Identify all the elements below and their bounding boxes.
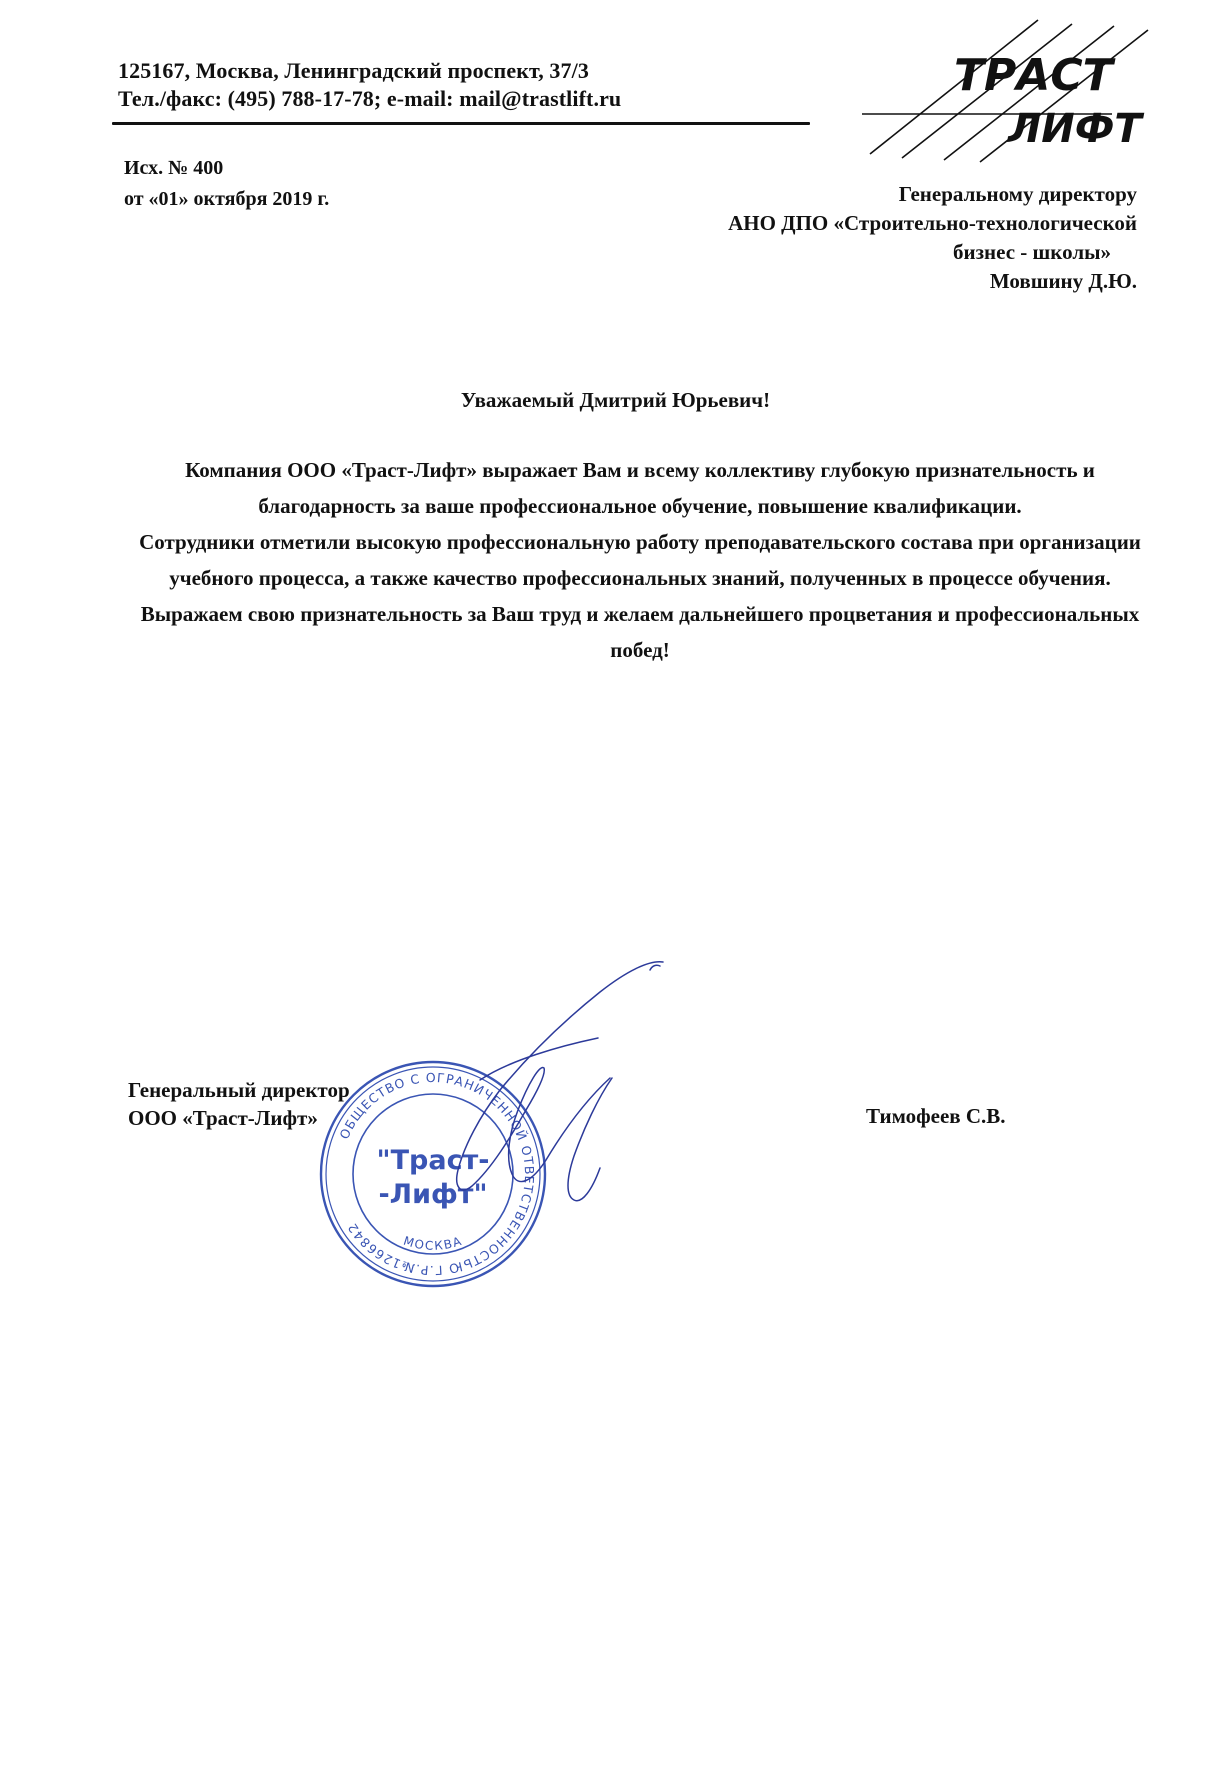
- addressee-name: Мовшину Д.Ю.: [989, 269, 1137, 293]
- stamp-city-path: МОСКВА: [401, 1233, 465, 1253]
- letterhead-divider: [112, 122, 810, 125]
- outgoing-reference: [124, 153, 329, 215]
- outgoing-number: Исх. № 400: [124, 157, 224, 179]
- logo-text-lift: ЛИФТ: [1008, 106, 1142, 152]
- addressee-block: [728, 180, 1137, 296]
- letter-paragraph: Выражаем свою признательность за Ваш труд и желаем дальнейшего процветания и профессиональных побед!: [140, 602, 1140, 662]
- outgoing-date: от «01» октября 2019 г.: [124, 188, 330, 210]
- signatory-company: ООО «Траст-Лифт»: [128, 1106, 318, 1130]
- letterhead-address: 125167, Москва, Ленинградский проспект, 37/3: [118, 58, 589, 83]
- addressee-organization: АНО ДПО «Строительно-технологической: [728, 211, 1137, 235]
- trast-lift-logo: [862, 18, 1152, 166]
- letterhead-contacts: Тел./факс: (495) 788-17-78; e-mail: mail@trastlift.ru: [118, 86, 622, 111]
- stamp-ring-path: ОБЩЕСТВО С ОГРАНИЧЕННОЙ ОТВЕТСТВЕННОСТЬЮ Г.Р.№1266842: [336, 1069, 538, 1279]
- handwritten-signature: [360, 960, 710, 1230]
- logo-text-trast: ТРАСТ: [954, 50, 1113, 101]
- stamp-center-line2: -Лифт": [378, 1179, 488, 1210]
- stamp-center-line1: "Траст-: [376, 1145, 490, 1176]
- letter-paragraph: Сотрудники отметили высокую профессиональную работу преподавательского состава при организации учебного процесса, а также качество профессиональных знаний, полученных в процессе обучения.: [139, 530, 1141, 590]
- stamp-city: [402, 1234, 465, 1253]
- addressee-position: Генеральному директору: [898, 182, 1137, 206]
- signatory-name: Тимофеев С.В.: [866, 1104, 1006, 1128]
- signatory-position: Генеральный директор: [128, 1078, 350, 1102]
- letter-paragraph: Компания ООО «Траст-Лифт» выражает Вам и всему коллективу глубокую признательность и благодарность за ваше профессиональное обучение, повышение квалификации.: [185, 458, 1095, 518]
- greeting: Уважаемый Дмитрий Юрьевич!: [460, 388, 771, 412]
- addressee-organization-cont: бизнес - школы»: [953, 240, 1111, 264]
- letter-body: [120, 452, 1160, 668]
